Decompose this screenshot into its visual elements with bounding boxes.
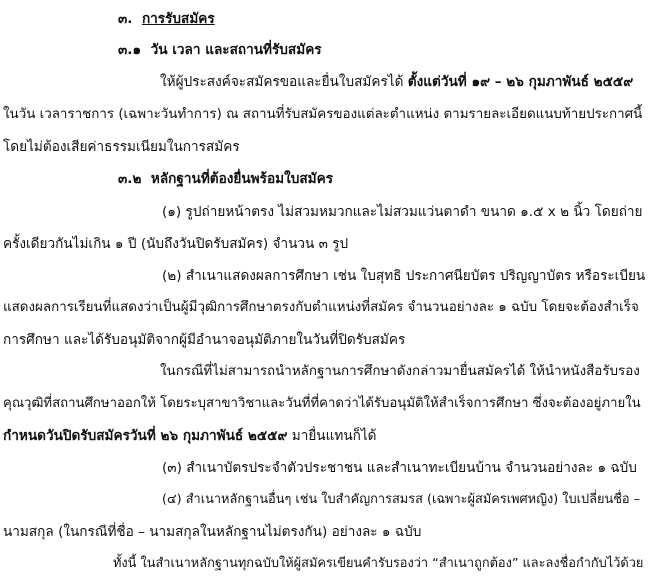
item-2-line-2: แสดงผลการเรียนที่แสดงว่าเป็นผู้มีวุฒิการศึกษาตรงกับตำแหน่งที่สมัคร จำนวนอย่างละ ๑ ฉบับ โดยจะต้องสำเร็จ: [3, 300, 639, 315]
item-1-line-1: (๑) รูปถ่ายหน้าตรง ไม่สวมหมวกและไม่สวมแว่นตาดำ ขนาด ๑.๕ x ๒ นิ้ว โดยถ่าย: [162, 204, 643, 220]
application-period: ตั้งแต่วันที่ ๑๙ – ๒๖ กุมภาพันธ์ ๒๕๕๙: [407, 74, 634, 90]
item-2-line-1: (๒) สำเนาแสดงผลการศึกษา เช่น ใบสุทธิ ประกาศนียบัตร ปริญญาบัตร หรือระเบียน: [162, 268, 646, 284]
subsection-1-number: ๓.๑: [118, 42, 142, 58]
final-note-line: ทั้งนี้ ในสำเนาหลักฐานทุกฉบับให้ผู้สมัครเขียนคำรับรองว่า “สำเนาถูกต้อง” และลงชื่อกำกับไว้ด้วย: [113, 556, 644, 571]
subsection-1-heading: [118, 40, 322, 60]
item-3-line-1: (๓) สำเนาบัตรประจำตัวประชาชน และสำเนาทะเบียนบ้าน จำนวนอย่างละ ๑ ฉบับ: [162, 460, 637, 476]
item-4-line-1: (๔) สำเนาหลักฐานอื่นๆ เช่น ใบสำคัญการสมรส (เฉพาะผู้สมัครเพศหญิง) ใบเปลี่ยนชื่อ –: [162, 492, 641, 507]
paragraph-1-line-2: ในวัน เวลาราชการ (เฉพาะวันทำการ) ณ สถานที่รับสมัครของแต่ละตำแหน่ง ตามรายละเอียดแนบท้ายประกาศนี้: [3, 107, 643, 122]
item-1-line-2: ครั้งเดียวกันไม่เกิน ๑ ปี (นับถึงวันปิดรับสมัคร) จำนวน ๓ รูป: [3, 236, 349, 252]
section-title: การรับสมัคร: [141, 11, 215, 27]
item-2-line-3: การศึกษา และได้รับอนุมัติจากผู้มีอำนาจอนุมัติภายในวันที่ปิดรับสมัคร: [3, 332, 406, 348]
paragraph-1-line-1: [160, 72, 633, 92]
subsection-2-number: ๓.๒: [118, 171, 142, 187]
item-4-line-2: นามสกุล (ในกรณีที่ชื่อ – นามสกุลในหลักฐานไม่ตรงกัน) อย่างละ ๑ ฉบับ: [3, 524, 422, 540]
note-line-2: คุณวุฒิที่สถานศึกษาออกให้ โดยระบุสาขาวิชาและวันที่ที่คาดว่าได้รับอนุมัติให้สำเร็จการศึกษา ซึ่งจะต้องอยู่ภายใน: [3, 396, 641, 411]
section-number: ๓.: [118, 11, 133, 27]
note-line-3-tail: มายื่นแทนก็ได้: [287, 428, 377, 444]
subsection-2-heading: [118, 169, 333, 189]
note-line-3: [3, 426, 377, 446]
closing-date: กำหนดวันปิดรับสมัครวันที่ ๒๖ กุมภาพันธ์ ๒๕๕๙: [3, 428, 288, 444]
subsection-2-title: หลักฐานที่ต้องยื่นพร้อมใบสมัคร: [150, 171, 333, 187]
note-line-1: ในกรณีที่ไม่สามารถนำหลักฐานการศึกษาดังกล่าวมายื่นสมัครได้ ให้นำหนังสือรับรอง: [160, 364, 640, 379]
subsection-1-title: วัน เวลา และสถานที่รับสมัคร: [150, 42, 322, 58]
p1-text: ให้ผู้ประสงค์จะสมัครขอและยื่นใบสมัครได้: [160, 74, 404, 90]
section-heading: [118, 9, 215, 29]
paragraph-1-line-3: โดยไม่ต้องเสียค่าธรรมเนียมในการสมัคร: [3, 139, 240, 155]
